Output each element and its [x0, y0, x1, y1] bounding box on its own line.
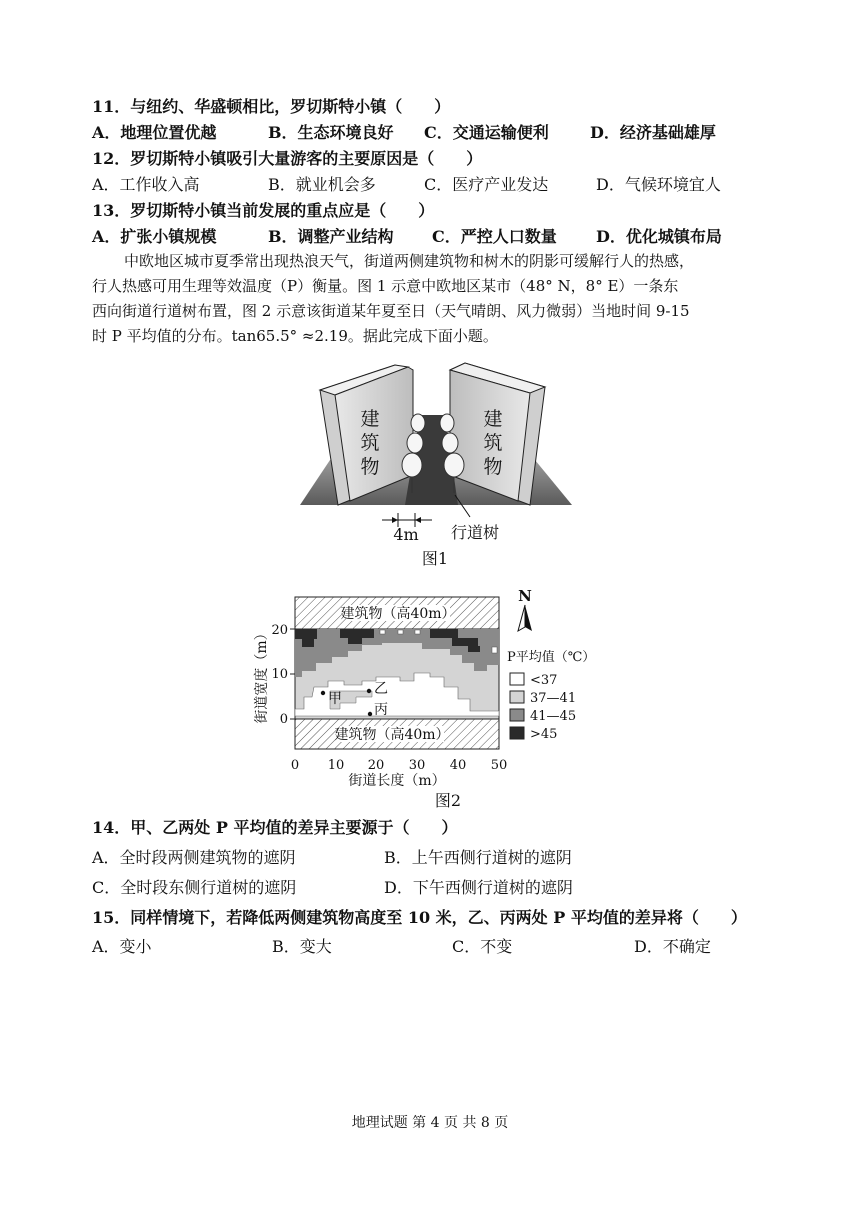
figure-1-caption: 图1 — [421, 549, 449, 568]
legend-label: 37—41 — [530, 691, 577, 706]
point-bing-label: 丙 — [374, 702, 388, 718]
legend-swatch-over-45 — [510, 727, 524, 739]
legend — [510, 673, 576, 742]
option-d: D．经济基础雄厚 — [590, 123, 716, 142]
north-label: N — [518, 587, 532, 605]
option-b: B．就业机会多 — [268, 175, 376, 194]
page-footer: 地理试题 第 4 页 共 8 页 — [351, 1115, 509, 1131]
option-b: B．变大 — [272, 937, 332, 956]
option-d: D．气候环境宜人 — [596, 175, 721, 194]
building-label-left: 建筑物 — [360, 408, 380, 478]
option-a: A．工作收入高 — [92, 175, 200, 194]
legend-swatch-41-45 — [510, 709, 524, 721]
bottom-building-label: 建筑物（高40m） — [334, 727, 450, 743]
y-tick: 20 — [271, 623, 288, 638]
option-c: C．严控人口数量 — [432, 227, 557, 246]
north-arrow-icon-fill — [525, 605, 532, 631]
building-label-right: 建筑物 — [483, 408, 503, 478]
passage-line-3: 西向街道行道树布置，图 2 示意该街道某年夏至日（天气晴朗、风力微弱）当地时间 9-15 — [92, 302, 690, 320]
legend-label: >45 — [530, 727, 558, 742]
point-jia-marker — [321, 691, 325, 695]
x-tick-labels — [291, 758, 507, 773]
passage-line-4: 时 P 平均值的分布。tan65.5° ≈2.19。据此完成下面小题。 — [92, 327, 498, 345]
option-b: B．调整产业结构 — [268, 227, 394, 246]
legend-label: <37 — [530, 673, 558, 688]
option-a: A．扩张小镇规模 — [92, 227, 217, 246]
option-b: B．生态环境良好 — [268, 123, 394, 142]
figure-1 — [290, 355, 580, 570]
passage — [92, 249, 782, 349]
option-a: A．全时段两侧建筑物的遮阴 — [92, 848, 296, 867]
option-c: C．交通运输便利 — [424, 123, 549, 142]
top-building-label: 建筑物（高40m） — [340, 606, 456, 622]
option-d: D．优化城镇布局 — [596, 227, 722, 246]
question-15-stem: 15．同样情境下，若降低两侧建筑物高度至 10 米，乙、丙两处 P 平均值的差异将（ ） — [92, 908, 747, 927]
y-axis-label: 街道宽度（m） — [254, 626, 270, 724]
x-tick: 20 — [367, 758, 385, 773]
option-a: A．变小 — [92, 937, 152, 956]
legend-label: 41—45 — [530, 709, 577, 724]
figure-2 — [252, 585, 612, 810]
option-c: C．全时段东侧行道树的遮阴 — [92, 878, 297, 897]
y-tick-labels — [271, 623, 288, 727]
passage-line-1: 中欧地区城市夏季常出现热浪天气，街道两侧建筑物和树木的阴影可缓解行人的热感， — [124, 252, 695, 270]
width-label: 4m — [393, 525, 419, 544]
y-tick: 0 — [279, 712, 288, 727]
question-14-stem: 14．甲、乙两处 P 平均值的差异主要源于（ ） — [92, 818, 458, 837]
question-11-stem: 11．与纽约、华盛顿相比，罗切斯特小镇（ ） — [92, 97, 451, 116]
figure-2-caption: 图2 — [434, 791, 462, 810]
x-tick: 10 — [327, 758, 345, 773]
legend-swatch-under-37 — [510, 673, 524, 685]
tree-label: 行道树 — [450, 523, 500, 542]
option-a: A．地理位置优越 — [92, 123, 217, 142]
question-12-stem: 12．罗切斯特小镇吸引大量游客的主要原因是（ ） — [92, 149, 483, 168]
x-tick: 50 — [490, 758, 508, 773]
x-tick: 40 — [449, 758, 467, 773]
legend-title: P平均值（℃） — [507, 650, 596, 665]
point-yi-marker — [367, 689, 371, 693]
y-tick: 10 — [271, 667, 288, 682]
option-c: C．不变 — [452, 937, 513, 956]
question-13-stem: 13．罗切斯特小镇当前发展的重点应是（ ） — [92, 201, 435, 220]
point-bing-marker — [368, 712, 372, 716]
point-yi-label: 乙 — [374, 681, 388, 697]
option-d: D．下午西侧行道树的遮阴 — [384, 878, 573, 897]
north-arrow-icon — [518, 605, 525, 631]
point-jia-label: 甲 — [328, 691, 342, 707]
option-b: B．上午西侧行道树的遮阴 — [384, 848, 572, 867]
x-tick: 0 — [290, 758, 300, 773]
option-c: C．医疗产业发达 — [424, 175, 549, 194]
legend-swatch-37-41 — [510, 691, 524, 703]
passage-line-2: 行人热感可用生理等效温度（P）衡量。图 1 示意中欧地区某市（48° N，8° E）一条东 — [92, 277, 679, 295]
option-d: D．不确定 — [634, 937, 711, 956]
x-axis-label: 街道长度（m） — [348, 773, 446, 789]
x-tick: 30 — [408, 758, 426, 773]
